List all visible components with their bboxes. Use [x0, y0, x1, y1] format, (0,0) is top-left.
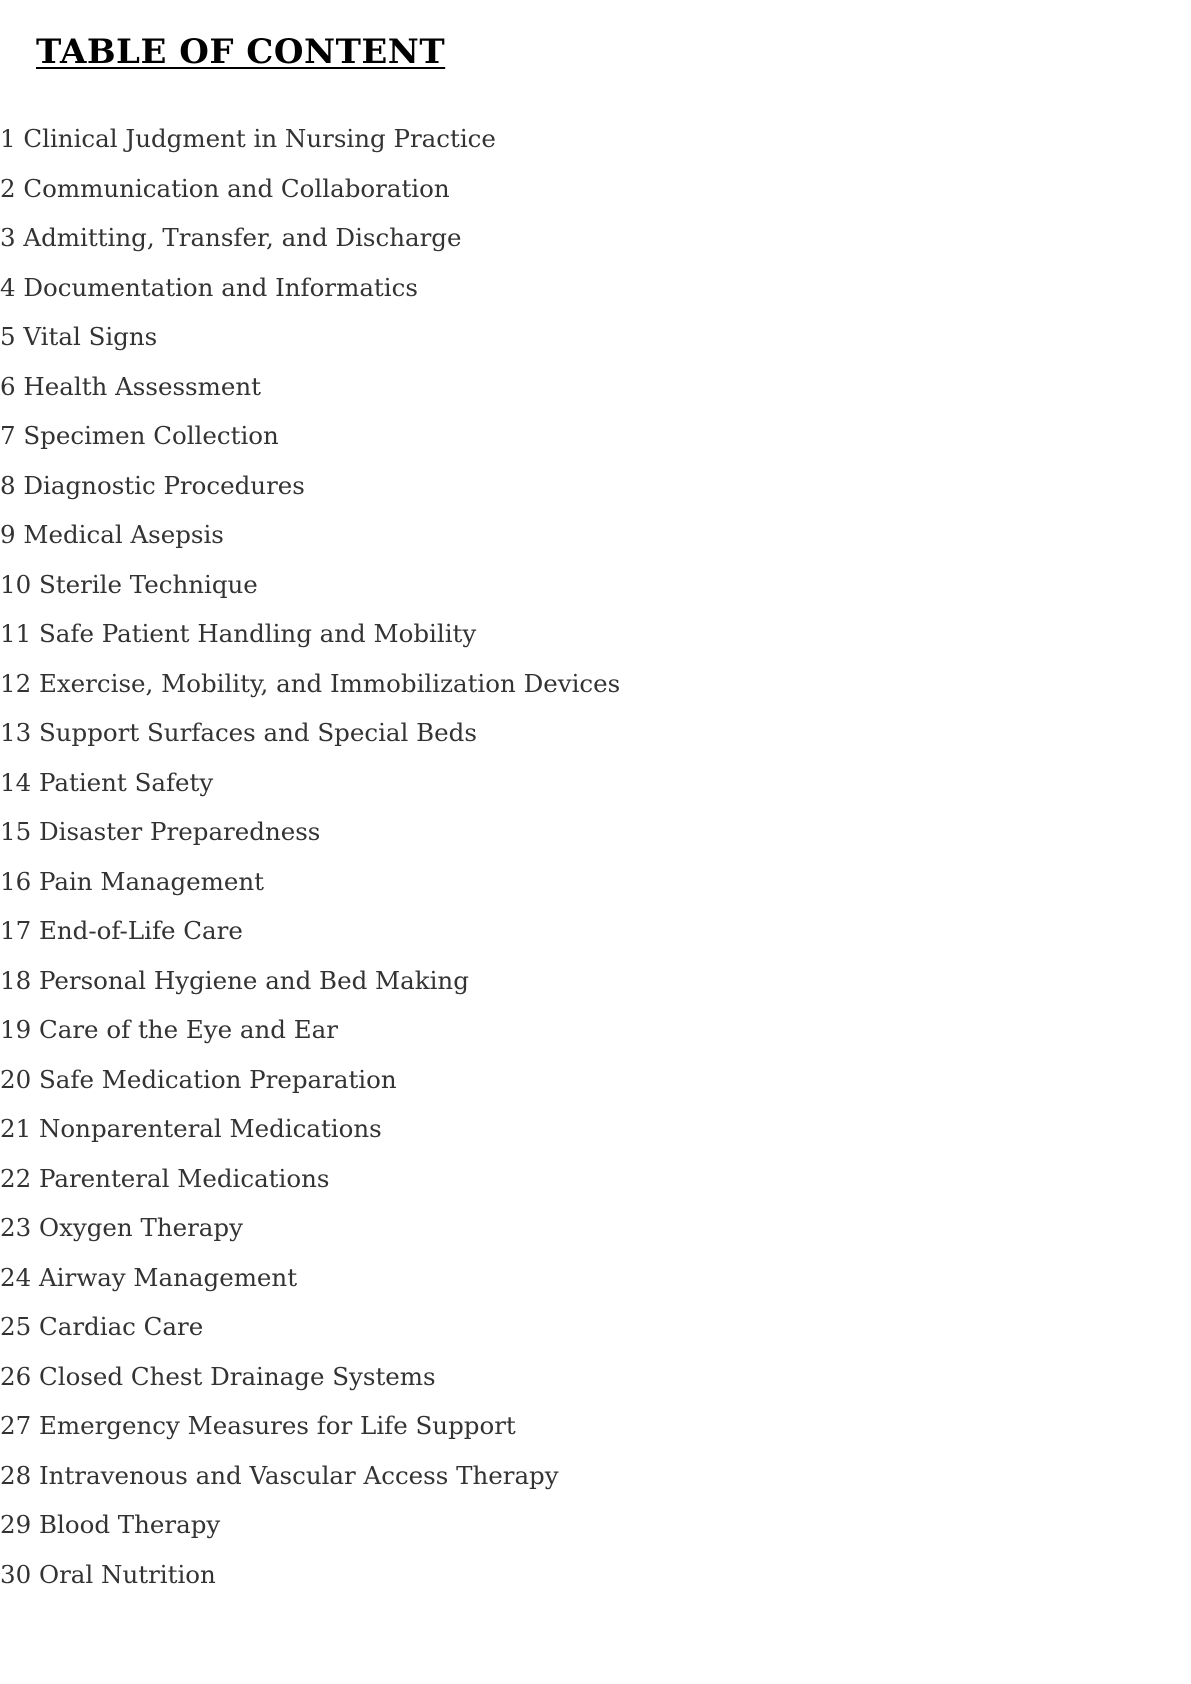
toc-item-number: 4 — [0, 272, 16, 302]
toc-item-number: 16 — [0, 866, 32, 896]
toc-item-title: Safe Patient Handling and Mobility — [38, 619, 477, 648]
toc-item-title: Closed Chest Drainage Systems — [38, 1361, 436, 1391]
toc-item — [0, 1154, 620, 1204]
toc-item — [0, 213, 620, 263]
toc-item-number: 18 — [0, 965, 32, 995]
toc-item-number: 17 — [0, 916, 32, 945]
toc-item-title: Emergency Measures for Life Support — [38, 1411, 516, 1440]
toc-item-number: 21 — [0, 1114, 32, 1143]
toc-item-number: 29 — [0, 1510, 32, 1539]
toc-item-title: Clinical Judgment in Nursing Practice — [23, 124, 496, 153]
toc-item-number: 27 — [0, 1411, 32, 1440]
toc-item-number: 25 — [0, 1312, 32, 1341]
toc-item-number: 9 — [0, 520, 16, 549]
toc-item — [0, 1550, 620, 1600]
toc-item — [0, 1055, 620, 1105]
toc-item-title: Documentation and Informatics — [23, 272, 418, 302]
toc-item — [0, 1302, 620, 1352]
toc-item-number: 24 — [0, 1262, 32, 1292]
toc-item-number: 13 — [0, 718, 32, 747]
toc-item — [0, 1005, 620, 1055]
toc-item-title: Blood Therapy — [38, 1510, 221, 1539]
toc-item-title: Care of the Eye and Ear — [38, 1015, 338, 1044]
toc-item — [0, 906, 620, 956]
toc-item-title: Diagnostic Procedures — [23, 470, 305, 500]
toc-item — [0, 956, 620, 1006]
toc-item — [0, 1253, 620, 1303]
toc-item-title: Safe Medication Preparation — [38, 1064, 397, 1094]
toc-item-title: Cardiac Care — [38, 1312, 204, 1341]
toc-item-number: 20 — [0, 1064, 32, 1094]
toc-item-number: 11 — [0, 619, 32, 648]
toc-item-number: 22 — [0, 1163, 32, 1193]
toc-item — [0, 708, 620, 758]
toc-item-title: Admitting, Transfer, and Discharge — [23, 223, 462, 252]
toc-item — [0, 659, 620, 709]
toc-item-number: 26 — [0, 1361, 32, 1391]
toc-item — [0, 758, 620, 808]
toc-item-title: Oral Nutrition — [38, 1559, 216, 1589]
toc-item — [0, 164, 620, 214]
toc-item-title: Support Surfaces and Special Beds — [38, 718, 477, 747]
toc-item-number: 7 — [0, 421, 16, 450]
toc-item-number: 6 — [0, 371, 16, 401]
toc-item-title: Specimen Collection — [23, 421, 279, 450]
toc-item — [0, 263, 620, 313]
toc-item-number: 28 — [0, 1460, 32, 1490]
toc-item — [0, 807, 620, 857]
toc-item-number: 1 — [0, 124, 16, 153]
toc-item — [0, 114, 620, 164]
toc-item-title: Nonparenteral Medications — [38, 1114, 382, 1143]
toc-list — [0, 114, 620, 1599]
toc-item — [0, 362, 620, 412]
toc-item-number: 10 — [0, 569, 32, 599]
toc-item-number: 8 — [0, 470, 16, 500]
toc-item — [0, 560, 620, 610]
toc-item-number: 14 — [0, 767, 32, 797]
toc-item-number: 23 — [0, 1213, 32, 1242]
toc-item-number: 5 — [0, 322, 16, 351]
toc-item — [0, 1500, 620, 1550]
toc-item-title: Intravenous and Vascular Access Therapy — [38, 1460, 559, 1490]
toc-item — [0, 1401, 620, 1451]
toc-item-number: 30 — [0, 1559, 32, 1589]
toc-item-title: Personal Hygiene and Bed Making — [38, 965, 469, 995]
toc-item-title: Pain Management — [38, 866, 264, 896]
toc-item-number: 19 — [0, 1015, 32, 1044]
toc-item-title: Airway Management — [38, 1262, 298, 1292]
toc-item-title: Oxygen Therapy — [38, 1213, 243, 1242]
toc-item — [0, 1104, 620, 1154]
toc-item-title: Health Assessment — [23, 371, 261, 401]
toc-item — [0, 510, 620, 560]
toc-item-title: Communication and Collaboration — [23, 173, 450, 203]
toc-item-title: End-of-Life Care — [38, 916, 243, 945]
toc-item-title: Vital Signs — [23, 322, 158, 351]
toc-item-number: 15 — [0, 817, 32, 846]
toc-item — [0, 1203, 620, 1253]
toc-item — [0, 1451, 620, 1501]
page-title: TABLE OF CONTENT — [36, 32, 446, 72]
toc-item-title: Sterile Technique — [38, 569, 258, 599]
toc-item-title: Parenteral Medications — [38, 1163, 330, 1193]
toc-item-number: 2 — [0, 173, 16, 203]
toc-item — [0, 312, 620, 362]
toc-item — [0, 411, 620, 461]
toc-item — [0, 1352, 620, 1402]
toc-item — [0, 609, 620, 659]
toc-item-title: Patient Safety — [38, 767, 214, 797]
toc-item-title: Exercise, Mobility, and Immobilization Devices — [38, 668, 621, 698]
toc-item-title: Medical Asepsis — [23, 520, 224, 549]
toc-item-title: Disaster Preparedness — [38, 817, 321, 846]
toc-item-number: 3 — [0, 223, 16, 252]
toc-item — [0, 857, 620, 907]
toc-item — [0, 461, 620, 511]
toc-item-number: 12 — [0, 668, 32, 698]
